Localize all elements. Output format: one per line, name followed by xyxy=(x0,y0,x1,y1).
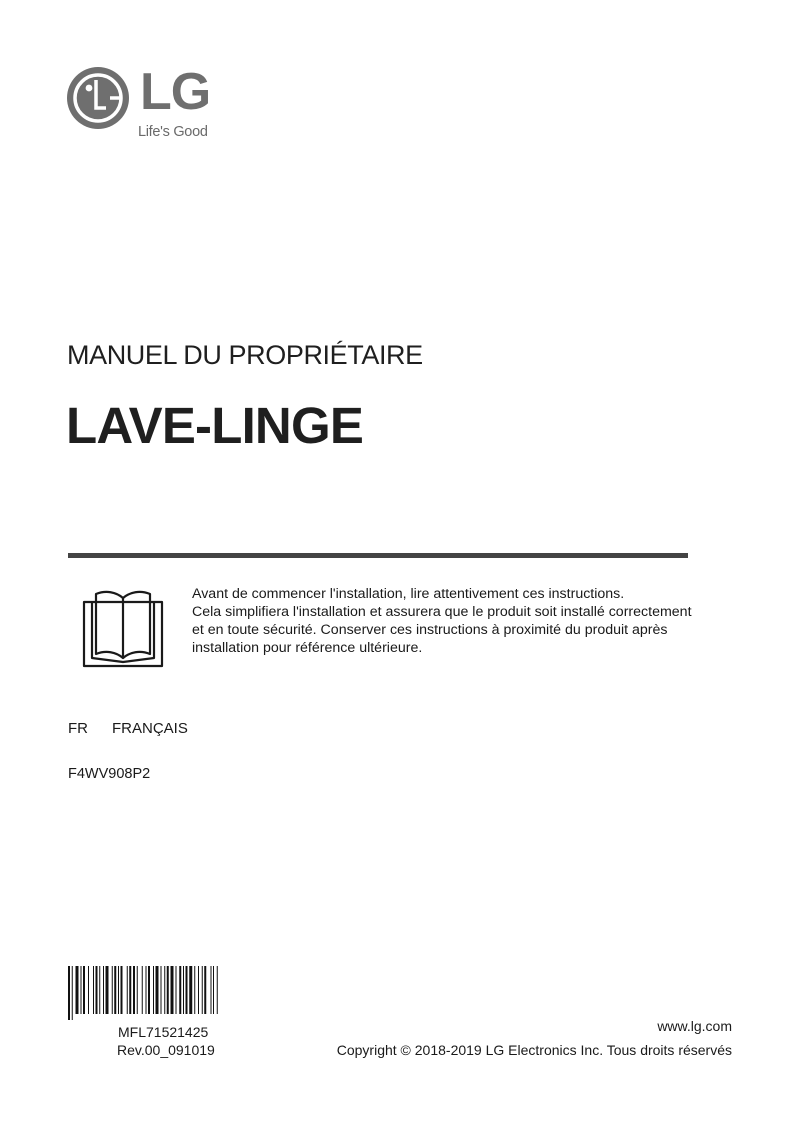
website: www.lg.com xyxy=(657,1018,732,1034)
title-divider xyxy=(68,553,688,558)
part-number: MFL71521425 xyxy=(118,1024,209,1040)
notice-line: et en toute sécurité. Conserver ces instructions à proximité du produit après xyxy=(192,622,668,638)
lg-logo xyxy=(66,64,226,144)
model-number: F4WV908P2 xyxy=(68,766,151,782)
brand-slogan: Life's Good xyxy=(138,124,208,140)
notice-line: Cela simplifiera l'installation et assurera que le produit soit installé correctement xyxy=(192,604,692,620)
language-name: FRANÇAIS xyxy=(112,720,188,737)
brand-name: LG xyxy=(140,63,211,121)
revision: Rev.00_091019 xyxy=(117,1042,215,1058)
document-type: MANUEL DU PROPRIÉTAIRE xyxy=(67,340,423,370)
barcode-icon xyxy=(68,966,266,1020)
product-title: LAVE-LINGE xyxy=(66,397,364,454)
copyright: Copyright © 2018-2019 LG Electronics Inc. Tous droits réservés xyxy=(336,1042,732,1058)
lg-logo-icon xyxy=(66,66,130,130)
language-code: FR xyxy=(68,720,88,737)
notice-line: Avant de commencer l'installation, lire attentivement ces instructions. xyxy=(192,586,625,602)
installation-notice xyxy=(192,585,752,657)
open-book-icon xyxy=(82,584,164,668)
notice-line: installation pour référence ultérieure. xyxy=(192,640,423,656)
